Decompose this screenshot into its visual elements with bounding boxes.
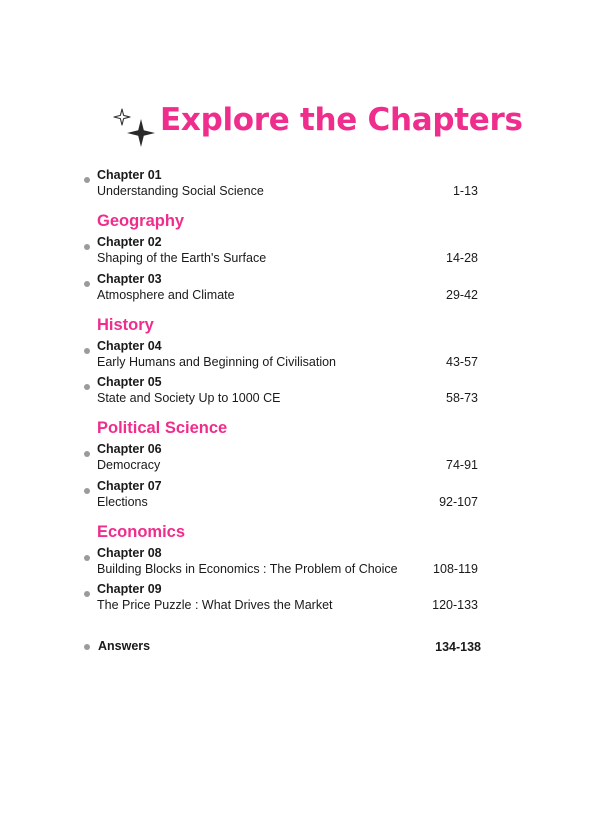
chapter-title: Early Humans and Beginning of Civilisation: [97, 355, 337, 369]
toc-entry-chapter-08[interactable]: [0, 546, 600, 582]
toc-entry-chapter-06[interactable]: [0, 442, 600, 478]
chapter-number: Chapter 06: [97, 442, 162, 456]
chapter-number: Chapter 01: [97, 168, 162, 182]
bullet-dot-icon: [84, 244, 90, 250]
section-heading-geography: Geography: [97, 212, 185, 230]
toc-entry-chapter-02[interactable]: [0, 235, 600, 271]
chapter-number: Chapter 05: [97, 375, 162, 389]
chapter-title: Shaping of the Earth's Surface: [97, 251, 267, 265]
bullet-dot-icon: [84, 591, 90, 597]
section-heading-political-science: Political Science: [97, 419, 228, 437]
bullet-dot-icon: [84, 281, 90, 287]
toc-entry-chapter-01[interactable]: [0, 168, 600, 204]
toc-entry-chapter-07[interactable]: [0, 479, 600, 515]
page-range: 29-42: [446, 288, 478, 302]
page-range: 58-73: [446, 391, 478, 405]
page-range: 14-28: [446, 251, 478, 265]
page-range: 43-57: [446, 355, 478, 369]
chapter-title: Democracy: [97, 458, 161, 472]
toc-entry-chapter-09[interactable]: [0, 582, 600, 618]
chapter-title: State and Society Up to 1000 CE: [97, 391, 281, 405]
toc-entry-chapter-05[interactable]: [0, 375, 600, 411]
toc-entry-chapter-03[interactable]: [0, 272, 600, 308]
bullet-dot-icon: [84, 177, 90, 183]
page-range: 92-107: [439, 495, 478, 509]
bullet-dot-icon: [84, 488, 90, 494]
chapter-title: Atmosphere and Climate: [97, 288, 235, 302]
bullet-dot-icon: [84, 451, 90, 457]
toc-entry-answers[interactable]: [0, 639, 600, 659]
page-title: Explore the Chapters: [160, 102, 523, 138]
page-range: 108-119: [433, 562, 478, 576]
chapter-number: Chapter 03: [97, 272, 162, 286]
chapter-number: Chapter 09: [97, 582, 162, 596]
chapter-number: Chapter 04: [97, 339, 162, 353]
answers-label: Answers: [98, 639, 151, 653]
chapter-number: Chapter 08: [97, 546, 162, 560]
bullet-dot-icon: [84, 348, 90, 354]
chapter-title: Elections: [97, 495, 148, 509]
bullet-dot-icon: [84, 555, 90, 561]
chapter-title: Understanding Social Science: [97, 184, 264, 198]
chapter-title: The Price Puzzle : What Drives the Market: [97, 598, 333, 612]
page-range: 120-133: [432, 598, 478, 612]
answers-page-range: 134-138: [435, 640, 481, 654]
page-range: 74-91: [446, 458, 478, 472]
toc-entry-chapter-04[interactable]: [0, 339, 600, 375]
chapter-title: Building Blocks in Economics : The Problem of Choice: [97, 562, 398, 576]
bullet-dot-icon: [84, 384, 90, 390]
chapter-number: Chapter 02: [97, 235, 162, 249]
bullet-dot-icon: [84, 644, 90, 650]
section-heading-history: History: [97, 316, 154, 334]
chapter-number: Chapter 07: [97, 479, 162, 493]
page-range: 1-13: [452, 184, 478, 198]
section-heading-economics: Economics: [97, 523, 186, 541]
